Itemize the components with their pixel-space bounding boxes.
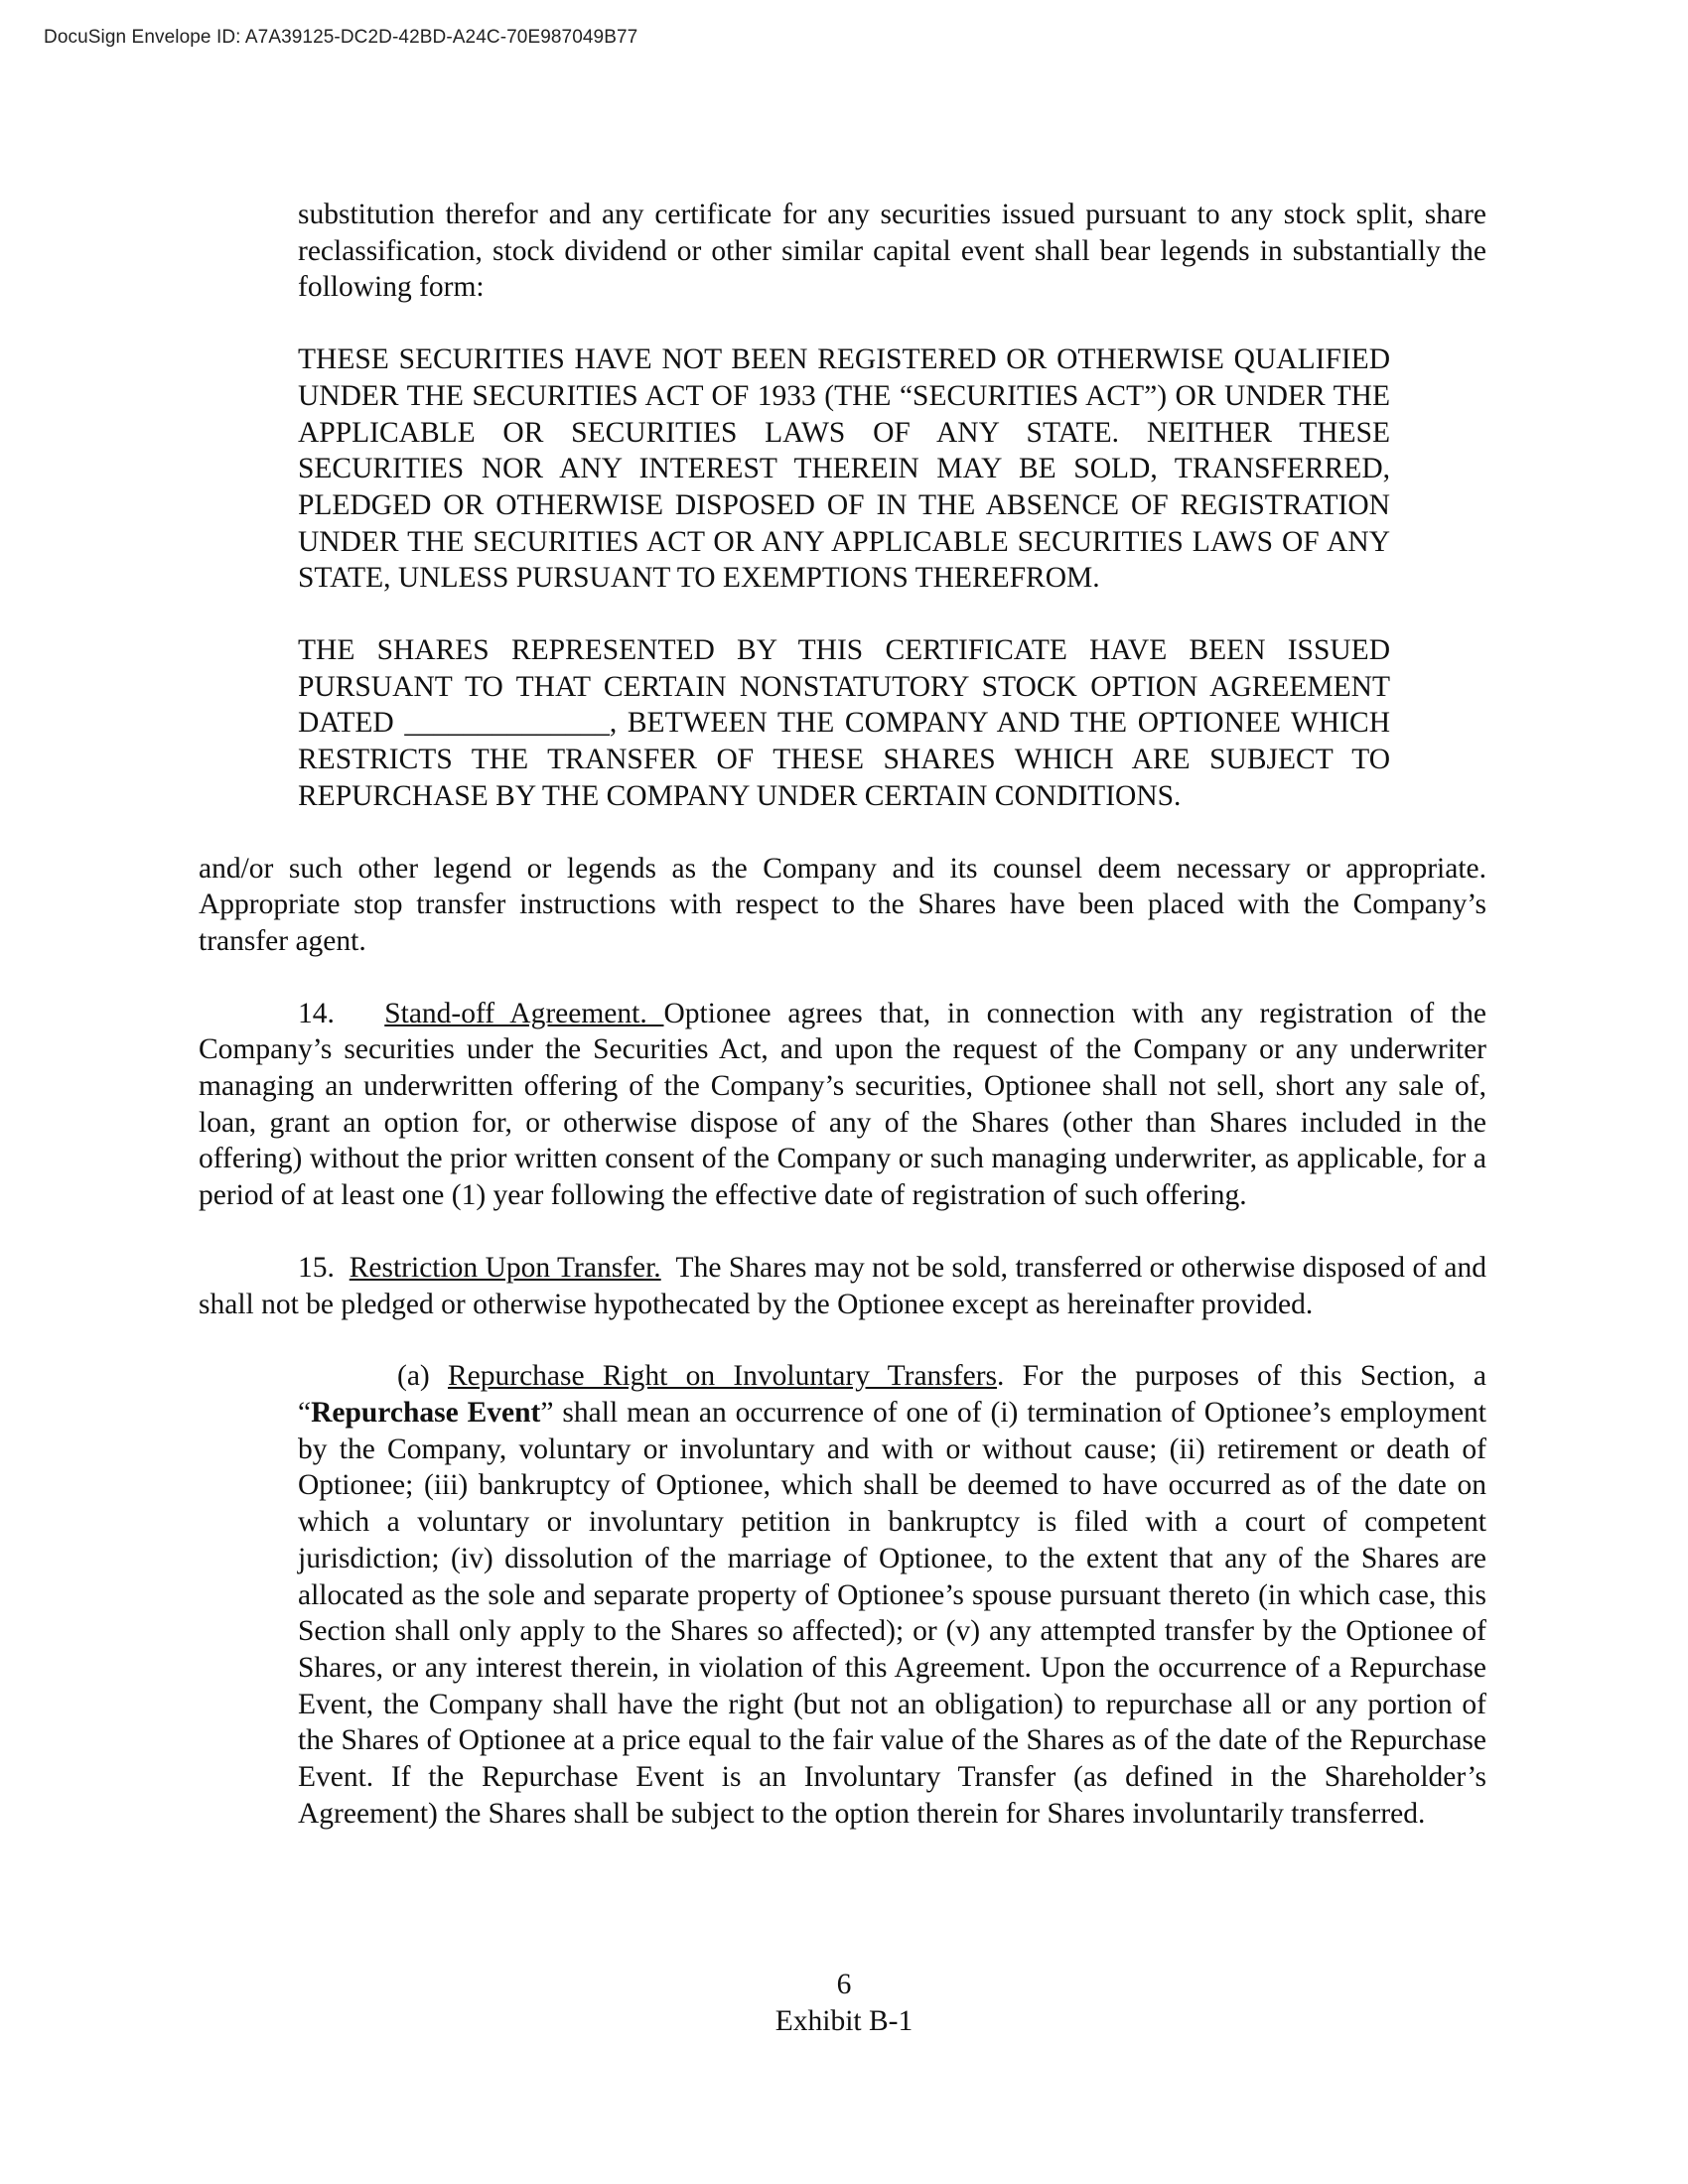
page-number: 6	[836, 1969, 852, 2000]
section-14-text: Optionee agrees that, in connection with any registration of the Company’s securities under the Securities Act, and upon the request of the Company or any underwriter managing an underwritten offering of the Company’s securities, Optionee shall not sell, short any sale of, loan, grant an option for, or otherwise dispose of any of the Shares (other than Shares included in the offering) without the prior written consent of the Company or such managing underwriter, as applicable, for a period of at least one (1) year following the effective date of registration of such offering.	[199, 997, 1487, 1212]
section-15-number: 15.	[298, 1251, 335, 1284]
envelope-id: DocuSign Envelope ID: A7A39125-DC2D-42BD-A24C-70E987049B77	[44, 27, 638, 48]
section-14-title: Stand-off Agreement.	[384, 997, 664, 1029]
exhibit-label: Exhibit B-1	[774, 2005, 914, 2037]
document-body	[199, 197, 1486, 1832]
legend-option-agreement: THE SHARES REPRESENTED BY THIS CERTIFICATE HAVE BEEN ISSUED PURSUANT TO THAT CERTAIN NONSTATUTORY STOCK OPTION AGREEMENT DATED ______________, BETWEEN THE COMPANY AND THE OPTIONEE WHICH RESTRICTS THE TRANSFER OF THESE SHARES WHICH ARE SUBJECT TO REPURCHASE BY THE COMPANY UNDER CERTAIN CONDITIONS.	[298, 634, 1390, 812]
section-14	[199, 996, 1486, 1214]
paragraph-other-legends: and/or such other legend or legends as the Company and its counsel deem necessary or appropriate. Appropriate stop transfer instructions with respect to the Shares have been placed with the Company’s transfer agent.	[199, 852, 1486, 957]
section-14-number: 14.	[298, 997, 335, 1029]
section-15a-text-2: ” shall mean an occurrence of one of (i) termination of Optionee’s employment by the Company, voluntary or involuntary and with or without cause; (ii) retirement or death of Optionee; (iii) bankruptcy of Optionee, which shall be deemed to have occurred as of the date on which a voluntary or involuntary petition in bankruptcy is filed with a court of competent jurisdiction; (iv) dissolution of the marriage of Optionee, to the extent that any of the Shares are allocated as the sole and separate property of Optionee’s spouse pursuant thereto (in which case, this Section shall only apply to the Shares so affected); or (v) any attempted transfer by the Optionee of Shares, or any interest therein, in violation of this Agreement. Upon the occurrence of a Repurchase Event, the Company shall have the right (but not an obligation) to repurchase all or any portion of the Shares of Optionee at a price equal to the fair value of the Shares as of the date of the Repurchase Event. If the Repurchase Event is an Involuntary Transfer (as defined in the Shareholder’s Agreement) the Shares shall be subject to the option therein for Shares involuntarily transferred.	[298, 1396, 1486, 1830]
section-15-title: Restriction Upon Transfer.	[349, 1251, 661, 1284]
section-15a-term: Repurchase Event	[311, 1396, 541, 1429]
paragraph-intro: substitution therefor and any certificate for any securities issued pursuant to any stock split, share reclassification, stock dividend or other similar capital event shall bear legends in substantially the following form:	[298, 199, 1486, 304]
legend-securities-act: THESE SECURITIES HAVE NOT BEEN REGISTERED OR OTHERWISE QUALIFIED UNDER THE SECURITIES ACT OF 1933 (THE “SECURITIES ACT”) OR UNDER THE APPLICABLE OR SECURITIES LAWS OF ANY STATE. NEITHER THESE SECURITIES NOR ANY INTEREST THEREIN MAY BE SOLD, TRANSFERRED, PLEDGED OR OTHERWISE DISPOSED OF IN THE ABSENCE OF REGISTRATION UNDER THE SECURITIES ACT OR ANY APPLICABLE SECURITIES LAWS OF ANY STATE, UNLESS PURSUANT TO EXEMPTIONS THEREFROM.	[298, 343, 1390, 595]
section-15a-label: (a)	[397, 1360, 430, 1393]
section-15a-title: Repurchase Right on Involuntary Transfers	[447, 1360, 998, 1393]
section-15	[199, 1250, 1486, 1322]
section-15a-text-1: . For the purposes of this Section, a “	[298, 1360, 1487, 1429]
section-15a	[298, 1358, 1486, 1832]
section-15-text: The Shares may not be sold, transferred or otherwise disposed of and shall not be pledged or otherwise hypothecated by the Optionee except as hereinafter provided.	[199, 1251, 1487, 1320]
